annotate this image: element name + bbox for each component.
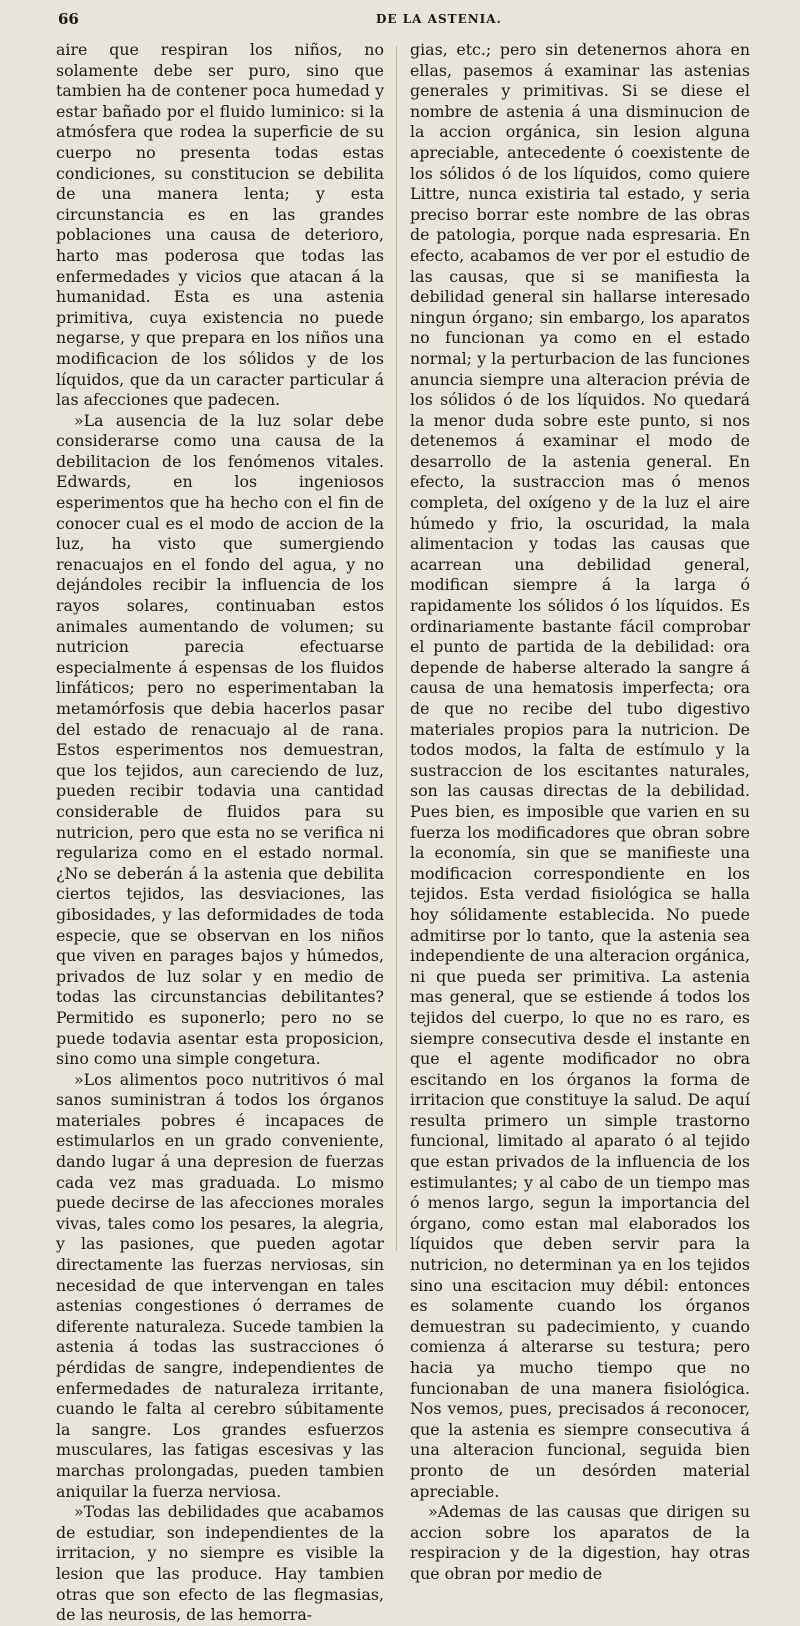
right-text-column [410,40,750,1585]
paragraph: »La ausencia de la luz solar debe considerarse como una causa de la debilitacion de los fenómenos vitales. Edwards, en los ingeniosos esperimentos que ha hecho con el fin de conocer cual es el modo de accion de la luz, ha visto que sumergiendo renacuajos en el fondo del agua, y no dejándoles recibir la influencia de los rayos solares, continuaban estos animales aumentando de volumen; su nutricion parecia efectuarse especialmente á espensas de los fluidos linfáticos; pero no esperimentaban la metamórfosis que debia hacerlos pasar del estado de renacuajo al de rana. Estos esperimentos nos demuestran, que los tejidos, aun careciendo de luz, pueden recibir todavia una cantidad considerable de fluidos para su nutricion, pero que esta no se verifica ni regulariza como en el estado normal. ¿No se deberán á la astenia que debilita ciertos tejidos, las desviaciones, las gibosidades, y las deformidades de toda especie, que se observan en los niños que viven en parages bajos y húmedos, privados de luz solar y en medio de todas las circunstancias debilitantes? Permitido es suponerlo; pero no se puede todavia asentar esta proposicion, sino como una simple congetura. [56,410,384,1069]
paragraph: »Todas las debilidades que acabamos de estudiar, son independientes de la irritacion, y no siempre es visible la lesion que las produce. Hay tambien otras que son efecto de las flegmasias, de las neurosis, de las hemorra- [56,1502,384,1625]
paragraph: aire que respiran los niños, no solamente debe ser puro, sino que tambien ha de contener poca humedad y estar bañado por el fluido luminico: si la atmósfera que rodea la superficie de su cuerpo no presenta todas estas condiciones, su constitucion se debilita de una manera lenta; y esta circunstancia es en las grandes poblaciones una causa de deterioro, harto mas poderosa que todas las enfermedades y vicios que atacan á la humanidad. Esta es una astenia primitiva, cuya existencia no puede negarse, y que prepara en los niños una modificacion de los sólidos y de los líquidos, que da un caracter particular á las afecciones que padecen. [56,40,384,410]
running-head: DE LA ASTENIA. [376,12,502,26]
left-text-column [56,40,384,1626]
paragraph: gias, etc.; pero sin detenernos ahora en ellas, pasemos á examinar las astenias generales y primitivas. Si se diese el nombre de astenia á una disminucion de la accion orgánica, sin lesion alguna apreciable, antecedente ó coexistente de los sólidos ó de los líquidos, como quiere Littre, nunca existiria tal estado, y seria preciso borrar este nombre de las obras de patologia, porque nada espresaria. En efecto, acabamos de ver por el estudio de las causas, que si se manifiesta la debilidad general sin hallarse interesado ningun órgano; sin embargo, los aparatos no funcionan ya como en el estado normal; y la perturbacion de las funciones anuncia siempre una alteracion prévia de los sólidos ó de los líquidos. No quedará la menor duda sobre este punto, si nos detenemos á examinar el modo de desarrollo de la astenia general. En efecto, la sustraccion mas ó menos completa, del oxígeno y de la luz el aire húmedo y frio, la oscuridad, la mala alimentacion y todas las causas que acarrean una debilidad general, modifican siempre á la larga ó rapidamente los sólidos ó los líquidos. Es ordinariamente bastante fácil comprobar el punto de partida de la debilidad: ora depende de haberse alterado la sangre á causa de una hematosis imperfecta; ora de que no recibe del tubo digestivo materiales propios para la nutricion. De todos modos, la falta de estímulo y la sustraccion de los escitantes naturales, son las causas directas de la debilidad. Pues bien, es imposible que varien en su fuerza los modificadores que obran sobre la economía, sin que se manifieste una modificacion correspondiente en los tejidos. Esta verdad fisiológica se halla hoy sólidamente establecida. No puede admitirse por lo tanto, que la astenia sea independiente de una alteracion orgánica, ni que pueda ser primitiva. La astenia mas general, que se estiende á todos los tejidos del cuerpo, lo que no es raro, es siempre consecutiva desde el instante en que el agente modificador no obra escitando en los órganos la forma de irritacion que constituye la salud. De aquí resulta primero un simple trastorno funcional, limitado al aparato ó al tejido que estan privados de la influencia de los estimulantes; y al cabo de un tiempo mas ó menos largo, segun la importancia del órgano, como estan mal elaborados los líquidos que deben servir para la nutricion, no determinan ya en los tejidos sino una escitacion muy débil: entonces es solamente cuando los órganos demuestran su padecimiento, y cuando comienza á alterarse su testura; pero hacia ya mucho tiempo que no funcionaban de una manera fisiológica. Nos vemos, pues, precisados á reconocer, que la astenia es siempre consecutiva á una alteracion funcional, seguida bien pronto de un desórden material apreciable. [410,40,750,1501]
page-number: 66 [58,10,79,28]
paragraph: »Los alimentos poco nutritivos ó mal sanos suministran á todos los órganos materiales pobres é incapaces de estimularlos en un grado conveniente, dando lugar á una depresion de fuerzas cada vez mas graduada. Lo mismo puede decirse de las afecciones morales vivas, tales como los pesares, la alegria, y las pasiones, que pueden agotar directamente las fuerzas nerviosas, sin necesidad de que intervengan en tales astenias congestiones ó derrames de diferente naturaleza. Sucede tambien la astenia á todas las sustracciones ó pérdidas de sangre, independientes de enfermedades de naturaleza irritante, cuando le falta al cerebro súbitamente la sangre. Los grandes esfuerzos musculares, las fatigas escesivas y las marchas prolongadas, pueden tambien aniquilar la fuerza nerviosa. [56,1069,384,1501]
paragraph: »Ademas de las causas que dirigen su accion sobre los aparatos de la respiracion y de la digestion, hay otras que obran por medio de [410,1502,750,1583]
page-header [0,8,800,38]
column-divider [396,46,397,1251]
